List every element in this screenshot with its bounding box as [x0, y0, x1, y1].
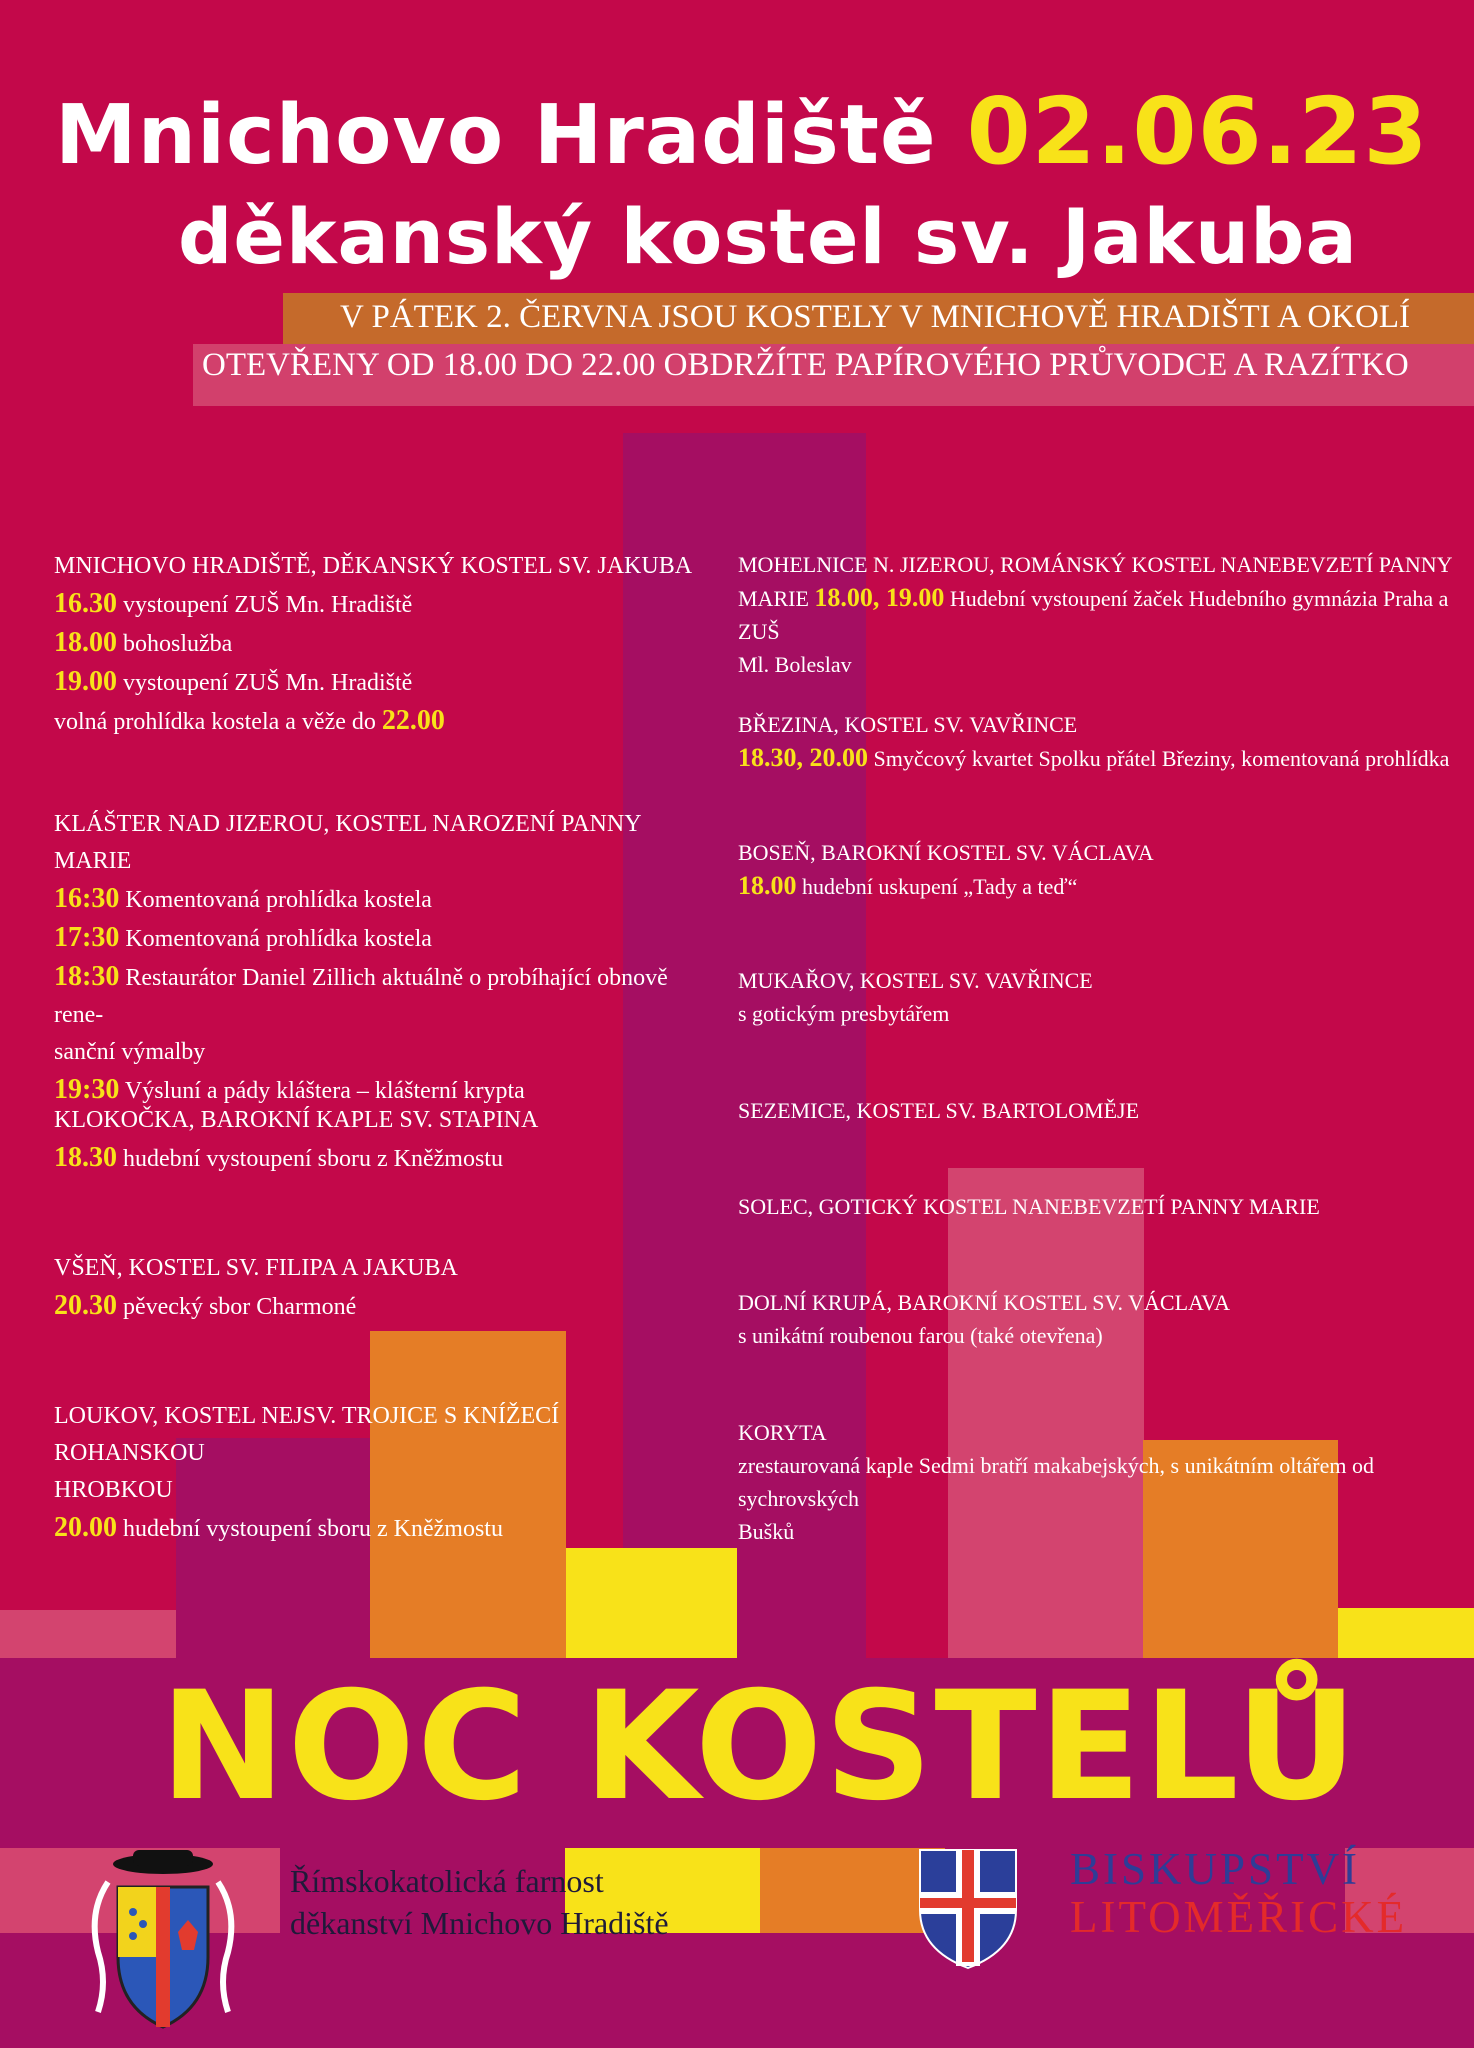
entry-desc: pěvecký sbor Charmoné [123, 1294, 357, 1320]
parish-coat-of-arms-icon [78, 1842, 248, 2037]
title-date: 02.06.23 [966, 78, 1429, 185]
entry-desc: Smyčcový kvartet Spolku přátel Březiny, komentovaná prohlídka [873, 746, 1450, 771]
entry-desc: sanční výmalby [54, 1039, 206, 1065]
entry-heading: SEZEMICE, KOSTEL SV. BARTOLOMĚJE [738, 1098, 1140, 1123]
time: 18.30 [54, 1142, 117, 1173]
event-title: NOC KOSTELŮ [160, 1660, 1360, 1834]
time: 16.30 [54, 588, 117, 619]
band-line-1: V PÁTEK 2. ČERVNA JSOU KOSTELY V MNICHOVĚ HRADIŠTI A OKOLÍ [340, 299, 1410, 335]
entry-desc: hudební vystoupení sboru z Kněžmostu [123, 1516, 503, 1542]
parish-line-2: děkanství Mnichovo Hradiště [290, 1905, 669, 1941]
time: 16:30 [54, 883, 120, 914]
bishopric-line-1: BISKUPSTVÍ [1070, 1844, 1361, 1894]
entry-heading: MNICHOVO HRADIŠTĚ, DĚKANSKÝ KOSTEL SV. JAKUBA [54, 553, 693, 579]
time: 19:30 [54, 1074, 120, 1105]
deco-bar-pink-left [0, 1610, 176, 1663]
entry-heading: DOLNÍ KRUPÁ, BAROKNÍ KOSTEL SV. VÁCLAVA [738, 1290, 1231, 1315]
right-column-7 [738, 1286, 1458, 1352]
bishopric-name [1070, 1845, 1407, 1941]
entry-heading: KLOKOČKA, BAROKNÍ KAPLE SV. STAPINA [54, 1107, 539, 1133]
entry-desc: Ml. Boleslav [738, 652, 852, 677]
time: 18.30, 20.00 [738, 743, 868, 772]
entry-heading: KLÁŠTER NAD JIZEROU, KOSTEL NAROZENÍ PANNY MARIE [54, 811, 641, 874]
entry-heading: VŠEŇ, KOSTEL SV. FILIPA A JAKUBA [54, 1255, 458, 1281]
entry-desc: s gotickým presbytářem [738, 1001, 950, 1026]
parish-line-1: Římskokatolická farnost [290, 1863, 604, 1899]
entry-desc: zrestaurovaná kaple Sedmi bratří makabejských, s unikátním oltářem od sychrovských [738, 1453, 1374, 1511]
band-line-2: OTEVŘENY OD 18.00 DO 22.00 OBDRŽÍTE PAPÍROVÉHO PRŮVODCE A RAZÍTKO [202, 347, 1409, 383]
entry-desc: bohoslužba [123, 631, 233, 657]
entry-desc: vystoupení ZUŠ Mn. Hradiště [123, 592, 413, 618]
time: 19.00 [54, 666, 117, 697]
title-town: Mnichovo Hradiště [55, 88, 937, 183]
right-column-5 [738, 1094, 1458, 1127]
entry-heading: KORYTA [738, 1420, 827, 1445]
right-column-8 [738, 1416, 1458, 1548]
right-column-1 [738, 548, 1458, 681]
entry-desc: Komentovaná prohlídka kostela [125, 926, 432, 952]
page-title [55, 78, 1474, 185]
deco-bar-yellow-left [566, 1548, 737, 1663]
time: 18.00, 19.00 [814, 583, 945, 612]
entry-desc: Bušků [738, 1519, 795, 1544]
time: 18:30 [54, 961, 120, 992]
bishopric-shield-icon [918, 1848, 1018, 1970]
entry-heading: MOHELNICE N. JIZEROU, ROMÁNSKÝ KOSTEL NANEBEVZETÍ PANNY [738, 552, 1453, 577]
entry-heading: MARIE [738, 586, 809, 611]
time: 20.30 [54, 1290, 117, 1321]
entry-heading: SOLEC, GOTICKÝ KOSTEL NANEBEVZETÍ PANNY MARIE [738, 1194, 1320, 1219]
entry-heading: MUKAŘOV, KOSTEL SV. VAVŘINCE [738, 968, 1093, 993]
time: 18.00 [738, 871, 797, 900]
entry-heading: LOUKOV, KOSTEL NEJSV. TROJICE S KNÍŽECÍ ROHANSKOU [54, 1403, 560, 1466]
parish-name [290, 1860, 669, 1944]
entry-desc: Výsluní a pády kláštera – klášterní krypta [124, 1078, 525, 1104]
left-column-3 [54, 1102, 714, 1178]
page-subtitle: děkanský kostel sv. Jakuba [178, 192, 1358, 281]
entry-desc: Restaurátor Daniel Zillich aktuálně o probíhající obnově rene- [54, 965, 668, 1028]
bishopric-line-2: LITOMĚŘICKÉ [1070, 1892, 1408, 1942]
right-column-3 [738, 836, 1458, 903]
time: 17:30 [54, 922, 120, 953]
entry-desc: volná prohlídka kostela a věže do [54, 709, 376, 735]
entry-desc: s unikátní roubenou farou (také otevřena) [738, 1323, 1103, 1348]
left-column [54, 548, 714, 741]
right-column-4 [738, 964, 1458, 1030]
right-column-6 [738, 1190, 1458, 1223]
left-column-2 [54, 806, 714, 1110]
entry-heading: BŘEZINA, KOSTEL SV. VAVŘINCE [738, 712, 1078, 737]
time: 20.00 [54, 1512, 117, 1543]
entry-desc: hudební vystoupení sboru z Kněžmostu [123, 1146, 503, 1172]
list-item [54, 548, 714, 741]
time: 22.00 [381, 705, 445, 736]
entry-desc: vystoupení ZUŠ Mn. Hradiště [123, 670, 413, 696]
entry-heading: BOSEŇ, BAROKNÍ KOSTEL SV. VÁCLAVA [738, 840, 1154, 865]
time: 18.00 [54, 627, 117, 658]
deco-bar-yellow-right [1338, 1608, 1474, 1663]
left-column-5 [54, 1398, 714, 1548]
entry-desc: Komentovaná prohlídka kostela [125, 887, 432, 913]
entry-desc: hudební uskupení „Tady a teď“ [802, 874, 1078, 899]
right-column-2 [738, 708, 1458, 775]
entry-heading: HROBKOU [54, 1477, 173, 1503]
left-column-4 [54, 1250, 714, 1326]
entry-desc: Hudební vystoupení žaček Hudebního gymnázia Praha a ZUŠ [738, 586, 1449, 644]
